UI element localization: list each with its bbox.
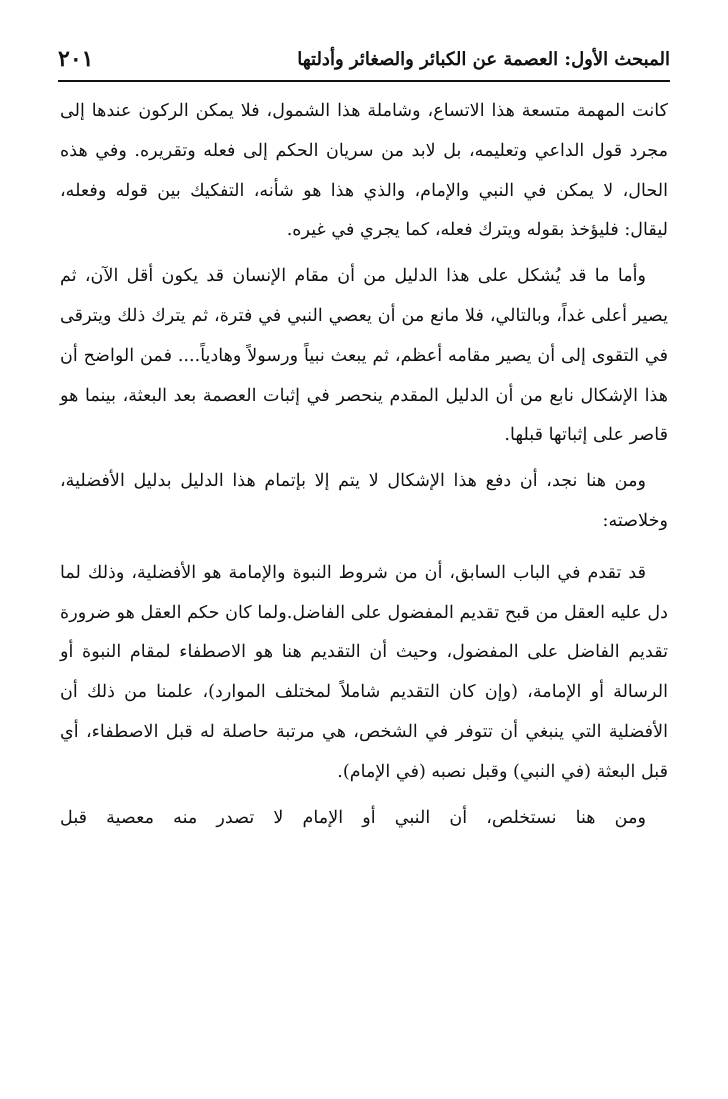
paragraph-3: ومن هنا نجد، أن دفع هذا الإشكال لا يتم إلا بإتمام هذا الدليل بدليل الأفضلية، وخلاصته: bbox=[60, 471, 668, 531]
header-divider bbox=[58, 80, 670, 82]
paragraph-4: قد تقدم في الباب السابق، أن من شروط النبوة والإمامة هو الأفضلية، وذلك لما دل عليه العقل من قبح تقديم المفضول على الفاضل.ولما كان حكم العقل هو ضرورة تقديم الفاضل على المفضول، وحيث أن التقديم هنا هو الاصطفاء لمقام النبوة أو الرسالة أو الإمامة، (وإن كان التقديم شاملاً لمختلف الموارد)، علمنا من ذلك أن الأفضلية التي ينبغي أن تتوفر في الشخص، هي مرتبة حاصلة له قبل الاصطفاء، أي قبل البعثة (في النبي) وقبل نصبه (في الإمام). bbox=[60, 562, 668, 782]
running-header bbox=[58, 40, 670, 78]
chapter-title: المبحث الأول: العصمة عن الكبائر والصغائر وأدلتها bbox=[297, 48, 670, 70]
body-text bbox=[60, 92, 668, 838]
paragraph-1: كانت المهمة متسعة هذا الاتساع، وشاملة هذا الشمول، فلا يمكن الركون عندها إلى مجرد قول الداعي وتعليمه، بل لابد من سريان الحكم إلى فعله وتقريره. وفي هذه الحال، لا يمكن في النبي والإمام، والذي هذا هو شأنه، التفكيك بين قوله وفعله، ليقال: فليؤخذ بقوله ويترك فعله، كما يجري في غيره. bbox=[60, 101, 668, 241]
paragraph-5: ومن هنا نستخلص، أن النبي أو الإمام لا تصدر منه معصية قبل bbox=[60, 807, 646, 828]
paragraph-2: وأما ما قد يُشكل على هذا الدليل من أن مقام الإنسان قد يكون أقل الآن، ثم يصير أعلى غداً، وبالتالي، فلا مانع من أن يعصي النبي في فترة، ثم يترك ذلك ويترقى في التقوى إلى أن يصير مقامه أعظم، ثم يبعث نبياً ورسولاً وهادياً.... فمن الواضح أن هذا الإشكال نابع من أن الدليل المقدم ينحصر في إثبات العصمة بعد البعثة، بينما هو قاصر على إثباتها قبلها. bbox=[60, 266, 668, 446]
page-number: ٢٠١ bbox=[58, 46, 94, 72]
